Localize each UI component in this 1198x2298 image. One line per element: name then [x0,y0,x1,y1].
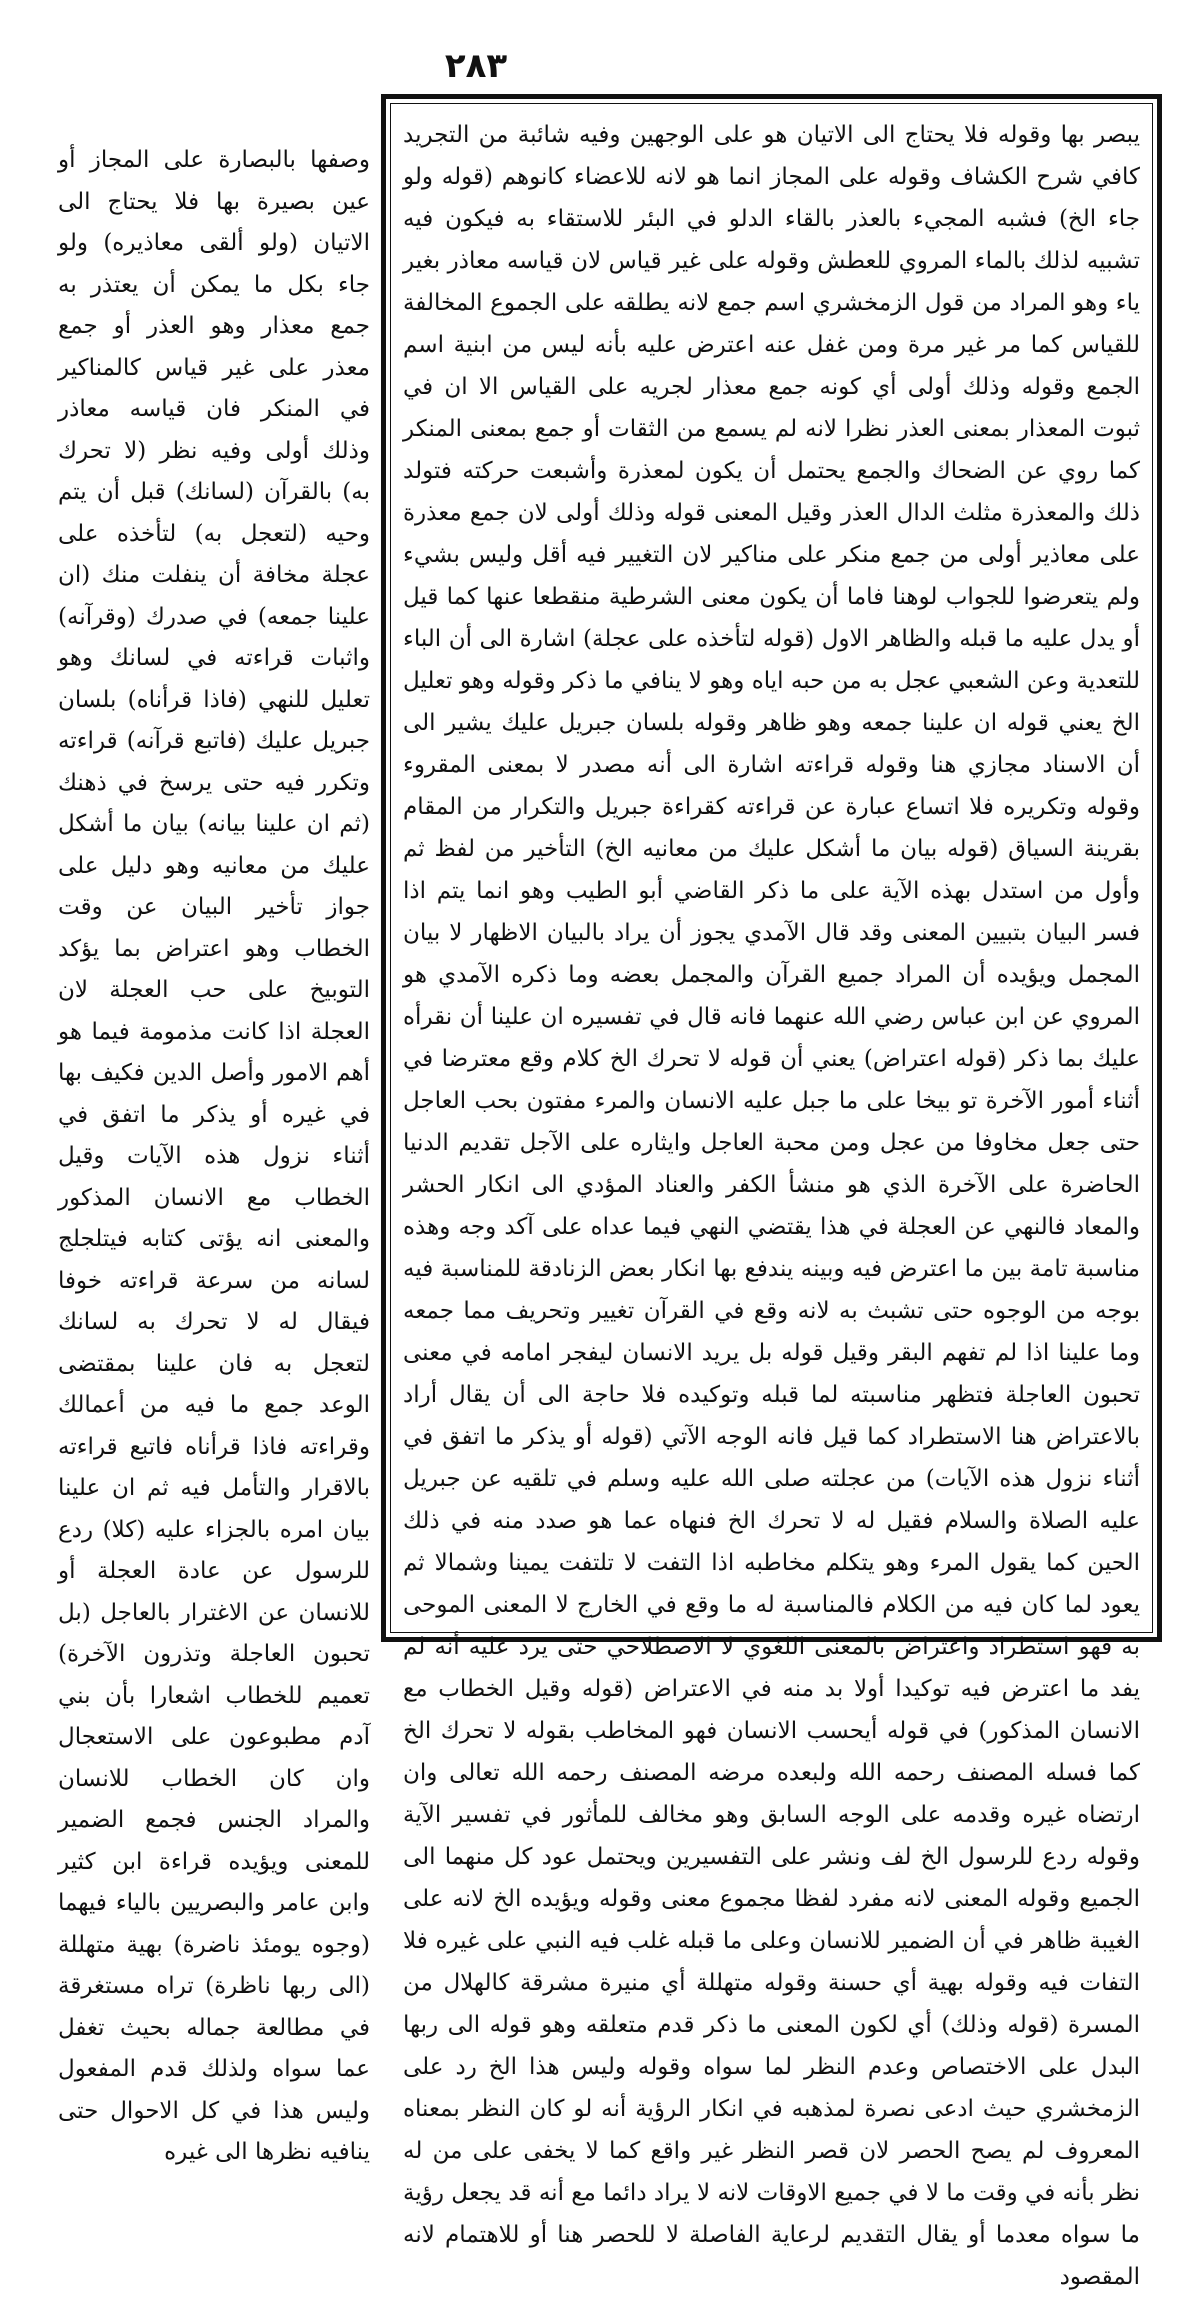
main-commentary-text: يبصر بها وقوله فلا يحتاج الى الاتيان هو على الوجهين وفيه شائبة من التجريد كافي شرح الكشاف وقوله على المجاز انما هو لانه للاعضاء كانوهم (قوله ولو جاء الخ) فشبه المجيء بالعذر بالقاء الدلو في البئر للاستقاء به فيكون فيه تشبيه لذلك بالماء المروي للعطش وقوله على غير قياس لان قياسه معاذر بغير ياء وهو المراد من قول الزمخشري اسم جمع لانه يطلقه على الجموع المخالفة للقياس كما مر غير مرة ومن غفل عنه اعترض عليه بأنه ليس من ابنية اسم الجمع وقوله وذلك أولى أي كونه جمع معذار لجريه على القياس الا ان في ثبوت المعذار بمعنى العذر نظرا لانه لم يسمع من الثقات أو جمع بمعنى المنكر كما روي عن الضحاك والجمع يحتمل أن يكون لمعذرة وأشبعت حركته فتولد ذلك والمعذرة مثلث الدال العذر وقيل المعنى قوله وذلك أولى لان جمع معذرة على معاذير أولى من جمع منكر على مناكير لان التغيير فيه أقل وليس بشيء ولم يتعرضوا للجواب لوهنا فاما أن يكون معنى الشرطية منقطعا عنها كما قيل أو يدل عليه ما قبله والظاهر الاول (قوله لتأخذه على عجلة) اشارة الى أن الباء للتعدية وعن الشعبي عجل به من حبه اياه وهو لا ينافي ما ذكر وقوله وهو تعليل الخ يعني قوله ان علينا جمعه وهو ظاهر وقوله بلسان جبريل عليك يشير الى أن الاسناد مجازي هنا وقوله قراءته اشارة الى أنه مصدر لا بمعنى المقروء وقوله وتكريره فلا اتساع عبارة عن قراءته كقراءة جبريل والتكرار من المقام بقرينة السياق (قوله بيان ما أشكل عليك من معانيه الخ) التأخير من لفظ ثم وأول من استدل بهذه الآية على ما ذكر القاضي أبو الطيب وهو انما يتم اذا فسر البيان بتبيين المعنى وقد قال الآمدي يجوز أن يراد بالبيان الاظهار لا بيان المجمل ويؤيده أن المراد جميع القرآن والمجمل بعضه وما ذكره الآمدي هو المروي عن ابن عباس رضي الله عنهما فانه قال في تفسيره ان علينا أن نقرأه عليك بما ذكر (قوله اعتراض) يعني أن قوله لا تحرك الخ كلام وقع معترضا في أثناء أمور الآخرة تو بيخا على ما جبل عليه الانسان والمرء مفتون بحب العاجل حتى جعل مخاوفا من عجل ومن محبة العاجل وايثاره على الآجل تقديم الدنيا الحاضرة على الآخرة الذي هو منشأ الكفر والعناد المؤدي الى انكار الحشر والمعاد فالنهي عن العجلة في هذا يقتضي النهي فيما عداه على آكد وجه وهذه مناسبة تامة بين ما اعترض فيه وبينه يندفع بها انكار بعض الزنادقة للمناسبة فيه بوجه من الوجوه حتى تشبث به لانه وقع في القرآن تغيير وتحريف مما جمعه وما علينا اذا لم تفهم البقر وقيل قوله بل يريد الانسان ليفجر امامه في معنى تحبون العاجلة فتظهر مناسبته لما قبله وتوكيده فلا حاجة الى أن يقال أراد بالاعتراض هنا الاستطراد كما قيل فانه الوجه الآتي (قوله أو يذكر ما اتفق في أثناء نزول هذه الآيات) من عجلته صلى الله عليه وسلم في تلقيه عن جبريل عليه الصلاة والسلام فقيل له لا تحرك الخ فنهاه عما هو صدد منه في ذلك الحين كما يقول المرء وهو يتكلم مخاطبه اذا التفت لا تلتفت يمينا وشمالا ثم يعود لما كان فيه من الكلام فالمناسبة له ما وقع في الخارج لا المعنى الموحى به فهو استطراد واعتراض بالمعنى اللغوي لا الاصطلاحي حتى يرد عليه أنه لم يفد ما اعترض فيه توكيدا أولا بد منه في الاعتراض (قوله وقيل الخطاب مع الانسان المذكور) في قوله أيحسب الانسان فهو المخاطب بقوله لا تحرك الخ كما فسله المصنف رحمه الله ولبعده مرضه المصنف رحمه الله تعالى وان ارتضاه غيره وقدمه على الوجه السابق وهو مخالف للمأثور في تفسير الآية وقوله ردع للرسول الخ لف ونشر على التفسيرين ويحتمل عود كل منهما الى الجميع وقوله المعنى لانه مفرد لفظا مجموع معنى وقوله ويؤيده الخ لانه على الغيبة ظاهر في أن الضمير للانسان وعلى ما قبله غلب فيه النبي على غيره فلا التفات فيه وقوله بهية أي حسنة وقوله متهللة أي منيرة مشرقة كالهلال من المسرة (قوله وذلك) أي لكون المعنى ما ذكر قدم متعلقه وهو قوله الى ربها البدل على الاختصاص وعدم النظر لما سواه وقوله وليس هذا الخ رد على الزمخشري حيث ادعى نصرة لمذهبه في انكار الرؤية أنه لو كان النظر بمعناه المعروف لم يصح الحصر لان قصر النظر غير واقع كما لا يخفى على من له نظر بأنه في وقت ما لا في جميع الاوقات لانه لا يراد دائما مع أنه قد يجعل رؤية ما سواه معدما أو يقال التقديم لرعاية الفاصلة لا للحصر هنا أو للاهتمام لانه المقصود [403,122,1140,2290]
main-text-frame [381,94,1162,2290]
main-text-inner-frame [390,103,1153,2290]
page-number: ٢٨٣ [444,46,508,86]
margin-commentary-text: وصفها بالبصارة على المجاز أو عين بصيرة بها فلا يحتاج الى الاتيان (ولو ألقى معاذيره) ولو جاء بكل ما يمكن أن يعتذر به جمع معذار وهو العذر أو جمع معذر على غير قياس كالمناكير في المنكر فان قياسه معاذر وذلك أولى وفيه نظر (لا تحرك به) بالقرآن (لسانك) قبل أن يتم وحيه (لتعجل به) لتأخذه على عجلة مخافة أن ينفلت منك (ان علينا جمعه) في صدرك (وقرآنه) واثبات قراءته في لسانك وهو تعليل للنهي (فاذا قرأناه) بلسان جبريل عليك (فاتبع قرآنه) قراءته وتكرر فيه حتى يرسخ في ذهنك (ثم ان علينا بيانه) بيان ما أشكل عليك من معانيه وهو دليل على جواز تأخير البيان عن وقت الخطاب وهو اعتراض بما يؤكد التوبيخ على حب العجلة لان العجلة اذا كانت مذمومة فيما هو أهم الامور وأصل الدين فكيف بها في غيره أو يذكر ما اتفق في أثناء نزول هذه الآيات وقيل الخطاب مع الانسان المذكور والمعنى انه يؤتى كتابه فيتلجلج لسانه من سرعة قراءته خوفا فيقال له لا تحرك به لسانك لتعجل به فان علينا بمقتضى الوعد جمع ما فيه من أعمالك وقراءته فاذا قرأناه فاتبع قراءته بالاقرار والتأمل فيه ثم ان علينا بيان امره بالجزاء عليه (كلا) ردع للرسول عن عادة العجلة أو للانسان عن الاغترار بالعاجل (بل تحبون العاجلة وتذرون الآخرة) تعميم للخطاب اشعارا بأن بني آدم مطبوعون على الاستعجال وان كان الخطاب للانسان والمراد الجنس فجمع الضمير للمعنى ويؤيده قراءة ابن كثير وابن عامر والبصريين بالياء فيهما (وجوه يومئذ ناضرة) بهية متهللة (الى ربها ناظرة) تراه مستغرقة في مطالعة جماله بحيث تغفل عما سواه ولذلك قدم المفعول وليس هذا في كل الاحوال حتى ينافيه نظرها الى غيره [58,147,370,2165]
